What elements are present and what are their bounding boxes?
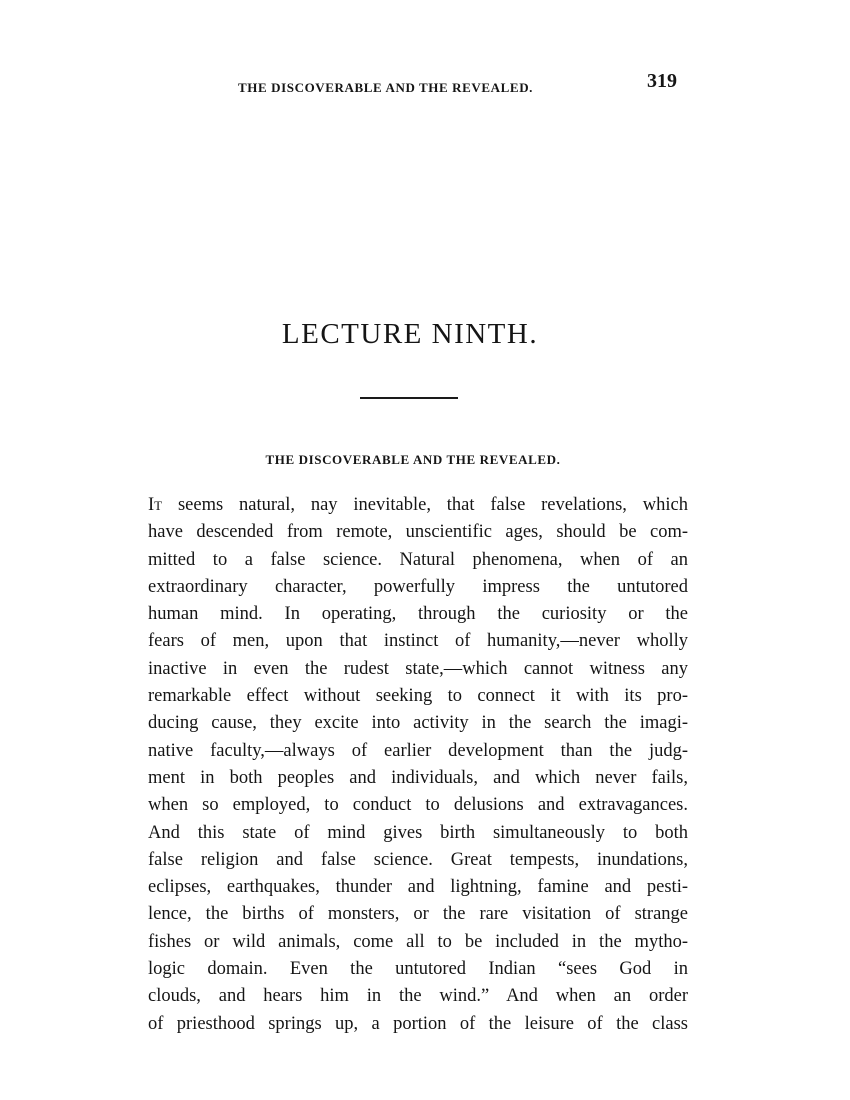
text-line: native faculty,—always of earlier development than the judg- <box>148 740 688 761</box>
text-line: logic domain. Even the untutored Indian “sees God in <box>148 959 688 980</box>
text-line: of priesthood springs up, a portion of the leisure of the class <box>148 1013 688 1034</box>
text-line: human mind. In operating, through the curiosity or the <box>148 604 688 625</box>
text-line: eclipses, earthquakes, thunder and lightning, famine and pesti- <box>148 877 688 898</box>
text-line: inactive in even the rudest state,—which cannot witness any <box>148 658 688 679</box>
drop-word: It <box>148 495 163 515</box>
text-line <box>148 492 688 519</box>
text-line: when so employed, to conduct to delusions and extravagances. <box>148 795 688 816</box>
body-text <box>148 492 688 1038</box>
text-line: extraordinary character, powerfully impress the untutored <box>148 576 688 597</box>
text-line: And this state of mind gives birth simultaneously to both <box>148 822 688 843</box>
running-head: THE DISCOVERABLE AND THE REVEALED. <box>238 80 534 95</box>
section-title: THE DISCOVERABLE AND THE REVEALED. <box>265 452 561 467</box>
text-line: lence, the births of monsters, or the rare visitation of strange <box>148 904 688 925</box>
text-line: fears of men, upon that instinct of humanity,—never wholly <box>148 631 688 652</box>
text-line-content: seems natural, nay inevitable, that false revelations, which <box>162 495 688 515</box>
text-line: clouds, and hears him in the wind.” And when an order <box>148 986 688 1007</box>
text-line: mitted to a false science. Natural phenomena, when of an <box>148 549 688 570</box>
text-line: false religion and false science. Great tempests, inundations, <box>148 849 688 870</box>
text-line: fishes or wild animals, come all to be included in the mytho- <box>148 931 688 952</box>
text-line: have descended from remote, unscientific ages, should be com- <box>148 522 688 543</box>
text-line: ment in both peoples and individuals, and which never fails, <box>148 767 688 788</box>
text-line: remarkable effect without seeking to connect it with its pro- <box>148 686 688 707</box>
title-rule <box>360 397 458 399</box>
lecture-title: LECTURE NINTH. <box>281 318 539 350</box>
page-number: 319 <box>647 70 677 92</box>
text-line: ducing cause, they excite into activity in the search the imagi- <box>148 713 688 734</box>
